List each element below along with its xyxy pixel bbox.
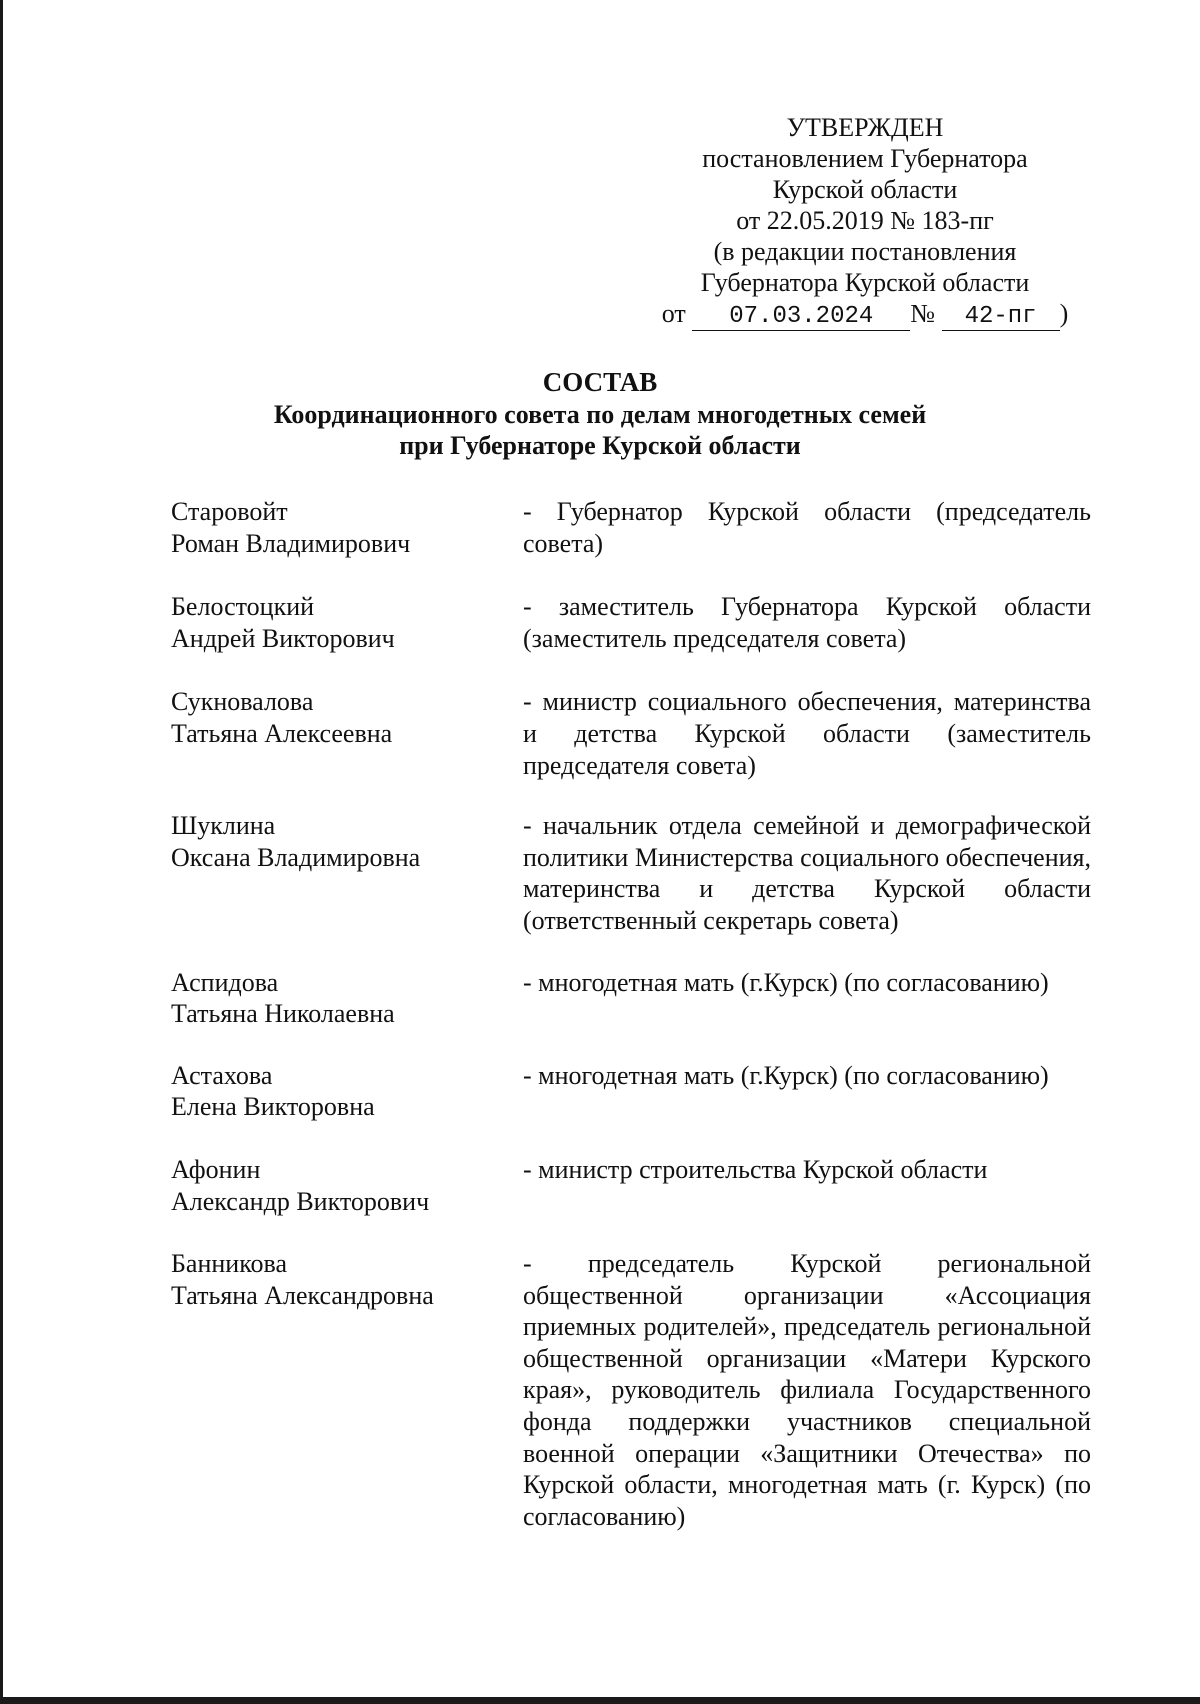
member-role: - начальник отдела семейной и демографической политики Министерства социального обеспечения, материнства и детства Курской области (ответственный секретарь совета)	[523, 811, 1091, 935]
date-prefix: от	[661, 299, 686, 328]
closing-paren: )	[1059, 299, 1069, 328]
member-name	[171, 1060, 523, 1123]
scan-edge-bottom	[0, 1697, 1200, 1704]
number-prefix: №	[910, 299, 936, 328]
member-role: - министр социального обеспечения, материнства и детства Курской области (заместитель председателя совета)	[523, 687, 1091, 780]
amendment-date: 07.03.2024	[692, 304, 910, 331]
approval-line-3: Курской области	[772, 175, 958, 204]
approval-line-5: (в редакции постановления	[713, 237, 1017, 266]
heading-title: СОСТАВ	[542, 367, 658, 397]
member-surname: Банникова	[171, 1249, 287, 1279]
member-row	[171, 810, 1091, 936]
member-role: - заместитель Губернатора Курской области (заместитель председателя совета)	[523, 592, 1091, 653]
member-given-names: Елена Викторовна	[171, 1092, 375, 1122]
member-given-names: Роман Владимирович	[171, 528, 411, 558]
member-name	[171, 1154, 523, 1217]
member-role: - министр строительства Курской области	[523, 1154, 988, 1184]
amendment-date-line	[620, 298, 1110, 331]
member-role: - многодетная мать (г.Курск) (по согласованию)	[523, 1060, 1049, 1090]
member-name	[171, 591, 523, 654]
approval-line-6: Губернатора Курской области	[700, 268, 1030, 297]
member-row	[171, 686, 1091, 781]
member-given-names: Татьяна Николаевна	[171, 999, 395, 1029]
member-name	[171, 810, 523, 936]
approval-stamp	[620, 112, 1110, 331]
member-name	[171, 1248, 523, 1532]
approval-line-2: постановлением Губернатора	[702, 144, 1028, 173]
member-given-names: Татьяна Алексеевна	[171, 718, 393, 748]
member-surname: Афонин	[171, 1154, 261, 1184]
member-given-names: Александр Викторович	[171, 1186, 430, 1216]
member-surname: Сукновалова	[171, 687, 314, 717]
heading-subtitle-2: при Губернаторе Курской области	[399, 431, 801, 460]
document-heading	[0, 366, 1200, 461]
approval-line-1: УТВЕРЖДЕН	[786, 113, 944, 142]
member-row	[171, 591, 1091, 654]
member-surname: Шуклина	[171, 811, 276, 841]
member-row	[171, 967, 1091, 1030]
members-list	[171, 496, 1091, 1532]
member-given-names: Татьяна Александровна	[171, 1280, 434, 1310]
member-row	[171, 1060, 1091, 1123]
member-row	[171, 1248, 1091, 1532]
member-row	[171, 496, 1091, 559]
member-surname: Аспидова	[171, 967, 279, 997]
member-row	[171, 1154, 1091, 1217]
amendment-number: 42-пг	[942, 304, 1060, 331]
member-given-names: Оксана Владимировна	[171, 842, 421, 872]
heading-subtitle-1: Координационного совета по делам многодетных семей	[273, 400, 927, 429]
member-role: - многодетная мать (г.Курск) (по согласованию)	[523, 967, 1049, 997]
member-surname: Белостоцкий	[171, 592, 315, 622]
member-name	[171, 496, 523, 559]
member-role: - председатель Курской региональной общественной организации «Ассоциация приемных родителей», председатель региональной общественной организации «Матери Курского края», руководитель филиала Государственного фонда поддержки участников специальной военной операции «Защитники Отечества» по Курской области, многодетная мать (г. Курск) (по согласованию)	[523, 1249, 1091, 1531]
member-surname: Старовойт	[171, 497, 288, 526]
member-role: - Губернатор Курской области (председатель совета)	[523, 497, 1091, 558]
member-given-names: Андрей Викторович	[171, 623, 395, 653]
scan-edge-left	[0, 0, 3, 1704]
member-surname: Астахова	[171, 1060, 273, 1090]
member-name	[171, 967, 523, 1030]
approval-line-4: от 22.05.2019 № 183-пг	[736, 206, 994, 235]
member-name	[171, 686, 523, 781]
